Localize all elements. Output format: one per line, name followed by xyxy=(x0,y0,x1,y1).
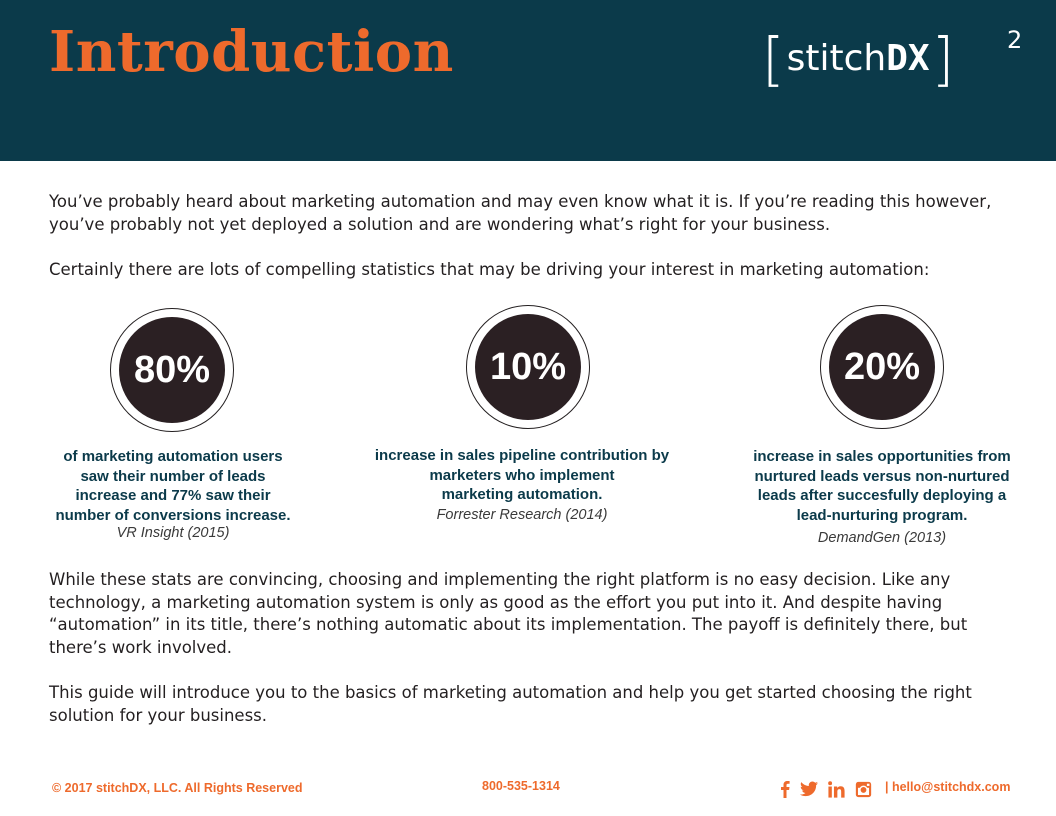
stat-source-3: DemandGen (2013) xyxy=(817,530,947,546)
closing-paragraph-1: While these stats are convincing, choosing and implementing the right platform is no easy decision. Like any technology, a marketing automation system is only as good as the effort you put into it. And despite having “automation” in its title, there’s nothing automatic about its implementation. The payoff is definitely there, but there’s work involved. xyxy=(49,570,968,657)
stat-value-1: 80% xyxy=(119,317,225,423)
stat-value-2: 10% xyxy=(475,314,581,420)
page-title: Introduction xyxy=(49,19,454,85)
logo-suffix: DX xyxy=(886,38,930,79)
intro-paragraph-2: Certainly there are lots of compelling statistics that may be driving your interest in marketing automation: xyxy=(49,260,930,279)
stat-value-3: 20% xyxy=(829,314,935,420)
footer-copyright: © 2017 stitchDX, LLC. All Rights Reserved xyxy=(52,781,303,795)
logo-right-bracket: ] xyxy=(931,25,955,93)
stat-3-line-3: leads after succesfully deploying a xyxy=(757,487,1007,504)
stat-2-line-2: marketers who implement xyxy=(429,466,615,484)
intro-paragraph-1: You’ve probably heard about marketing automation and may even know what it is. If you’re reading this however, you’ve probably not yet deployed a solution and are wondering what’s right for your business. xyxy=(49,192,992,234)
social-links xyxy=(780,780,872,798)
stat-description-2 xyxy=(362,446,682,505)
stat-1-line-2: saw their number of leads xyxy=(80,467,266,485)
footer-phone[interactable]: 800-535-1314 xyxy=(482,779,560,793)
stat-1-line-3: increase and 77% saw their xyxy=(75,487,271,504)
logo-left-bracket: [ xyxy=(762,25,785,93)
stat-source-1: VR Insight (2015) xyxy=(116,525,230,541)
stat-description-1 xyxy=(40,447,306,525)
closing-paragraph-2: This guide will introduce you to the basics of marketing automation and help you get started choosing the right solution for your business. xyxy=(49,683,972,725)
stat-1-line-1: of marketing automation users xyxy=(63,448,283,465)
facebook-icon[interactable] xyxy=(780,780,790,798)
stat-circle-2 xyxy=(466,305,590,429)
stat-1-line-4: number of conversions increase. xyxy=(55,506,291,524)
stitchdx-logo xyxy=(762,25,962,93)
twitter-icon[interactable] xyxy=(800,781,818,797)
stat-description-3 xyxy=(742,447,1022,525)
page-number: 2 xyxy=(1007,26,1023,54)
stat-2-line-1: increase in sales pipeline contribution by xyxy=(374,447,670,464)
stat-3-line-1: increase in sales opportunities from xyxy=(753,448,1011,465)
stat-3-line-4: lead-nurturing program. xyxy=(796,506,968,524)
stat-3-line-2: nurtured leads versus non-nurtured xyxy=(754,467,1010,485)
footer-email[interactable]: | hello@stitchdx.com xyxy=(885,780,1011,794)
stat-source-2: Forrester Research (2014) xyxy=(436,507,608,523)
stat-2-line-3: marketing automation. xyxy=(441,486,603,503)
stat-circle-1 xyxy=(110,308,234,432)
stat-circle-3 xyxy=(820,305,944,429)
instagram-icon[interactable] xyxy=(855,781,872,798)
logo-prefix: stitch xyxy=(786,38,887,79)
logo-wordmark xyxy=(785,30,932,88)
page-header xyxy=(0,0,1056,161)
linkedin-icon[interactable] xyxy=(828,781,845,798)
